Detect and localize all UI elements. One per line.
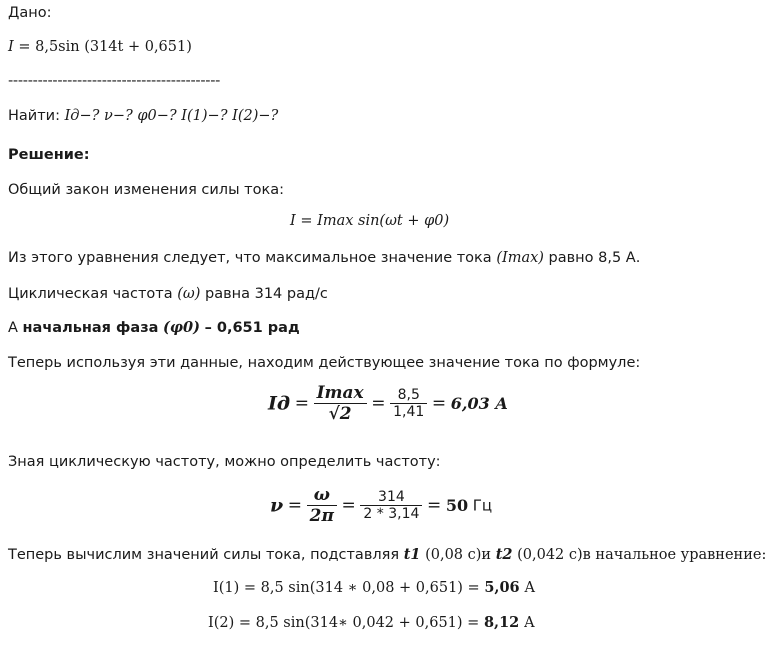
calc-t1-value: (0,08 с)и <box>425 547 492 563</box>
effective-den-numeric: 1,41 <box>390 403 427 420</box>
calc-t1-symbol: t1 <box>403 546 421 563</box>
freq-den-numeric: 2 * 3,14 <box>360 505 422 522</box>
freq-den-symbolic: 2π <box>307 505 337 526</box>
max-value-symbol: (Imax) <box>496 250 544 266</box>
result-line-2 <box>208 614 535 631</box>
freq-num-numeric: 314 <box>378 489 405 505</box>
general-law-text: Общий закон изменения силы тока: <box>8 182 284 198</box>
effective-num-numeric: 8,5 <box>397 387 420 403</box>
phase-prefix: А <box>8 320 18 336</box>
find-line <box>8 106 278 126</box>
phase-line <box>8 318 300 338</box>
result2-value: 8,12 <box>483 614 520 631</box>
solution-label: Решение: <box>8 147 90 163</box>
freq-frac-numeric <box>360 489 422 522</box>
phase-tail: – 0,651 рад <box>204 320 300 336</box>
freq-unit: Гц <box>472 496 493 515</box>
effective-frac-numeric <box>390 387 427 420</box>
result1-expression: I(1) = 8,5 sin(314 ∗ 0,08 + 0,651) = <box>213 580 480 596</box>
calc-t2-symbol: t2 <box>495 546 513 563</box>
effective-formula: Iд = $\frac{Imax}{√2}$ = $\frac{8,5}{1,41}$ = 6,03 A <box>268 383 508 424</box>
find-label: Найти: <box>8 108 60 124</box>
effective-frac-symbolic <box>314 383 367 424</box>
phase-bold-text: начальная фаза <box>22 320 159 336</box>
calc-intro-text: Теперь вычислим значений силы тока, подставляя <box>8 547 400 563</box>
effective-lhs: Iд <box>268 392 291 415</box>
result1-value: 5,06 <box>484 579 520 596</box>
given-formula-rhs: 8,5sin (314t + 0,651) <box>35 39 192 55</box>
effective-result: 6,03 A <box>450 394 508 413</box>
given-formula-lhs: I <box>8 39 14 55</box>
freq-num-symbolic: ω <box>313 485 330 505</box>
max-value-line <box>8 248 640 268</box>
freq-lhs: ν <box>270 494 284 517</box>
find-expression: Iд−? ν−? φ0−? I(1)−? I(2)−? <box>64 108 279 124</box>
freq-result: 50 <box>445 496 469 515</box>
phase-symbol: (φ0) <box>163 319 200 336</box>
omega-text: Циклическая частота <box>8 286 173 302</box>
general-formula: I = Imax sin(ωt + φ0) <box>290 213 450 229</box>
freq-frac-symbolic <box>307 485 337 526</box>
calc-intro <box>8 545 766 565</box>
omega-tail: равна 314 рад/с <box>205 286 328 302</box>
given-label: Дано: <box>8 5 52 21</box>
result1-unit: А <box>524 580 536 596</box>
omega-symbol: (ω) <box>177 286 201 302</box>
result2-expression: I(2) = 8,5 sin(314∗ 0,042 + 0,651) = <box>208 615 480 631</box>
freq-intro: Зная циклическую частоту, можно определить частоту: <box>8 454 441 470</box>
result2-unit: А <box>523 615 535 631</box>
max-value-tail: равно 8,5 А. <box>548 250 641 266</box>
separator-line: ------------------------------------------- <box>8 73 221 89</box>
omega-line <box>8 284 328 304</box>
effective-den-symbolic: √2 <box>314 403 367 424</box>
freq-formula: ν = $\frac{\omega}{2\pi}$ = $\frac{314}{2 * 3,14}$ = 50 Гц <box>270 485 493 526</box>
calc-t2-value: (0,042 с)в начальное уравнение: <box>517 547 766 563</box>
result-line-1 <box>213 579 535 596</box>
given-formula-eq: = <box>18 39 31 55</box>
effective-num-symbolic: Imax <box>316 383 364 403</box>
given-formula <box>8 37 192 57</box>
effective-intro: Теперь используя эти данные, находим действующее значение тока по формуле: <box>8 355 641 371</box>
max-value-text: Из этого уравнения следует, что максимальное значение тока <box>8 250 492 266</box>
